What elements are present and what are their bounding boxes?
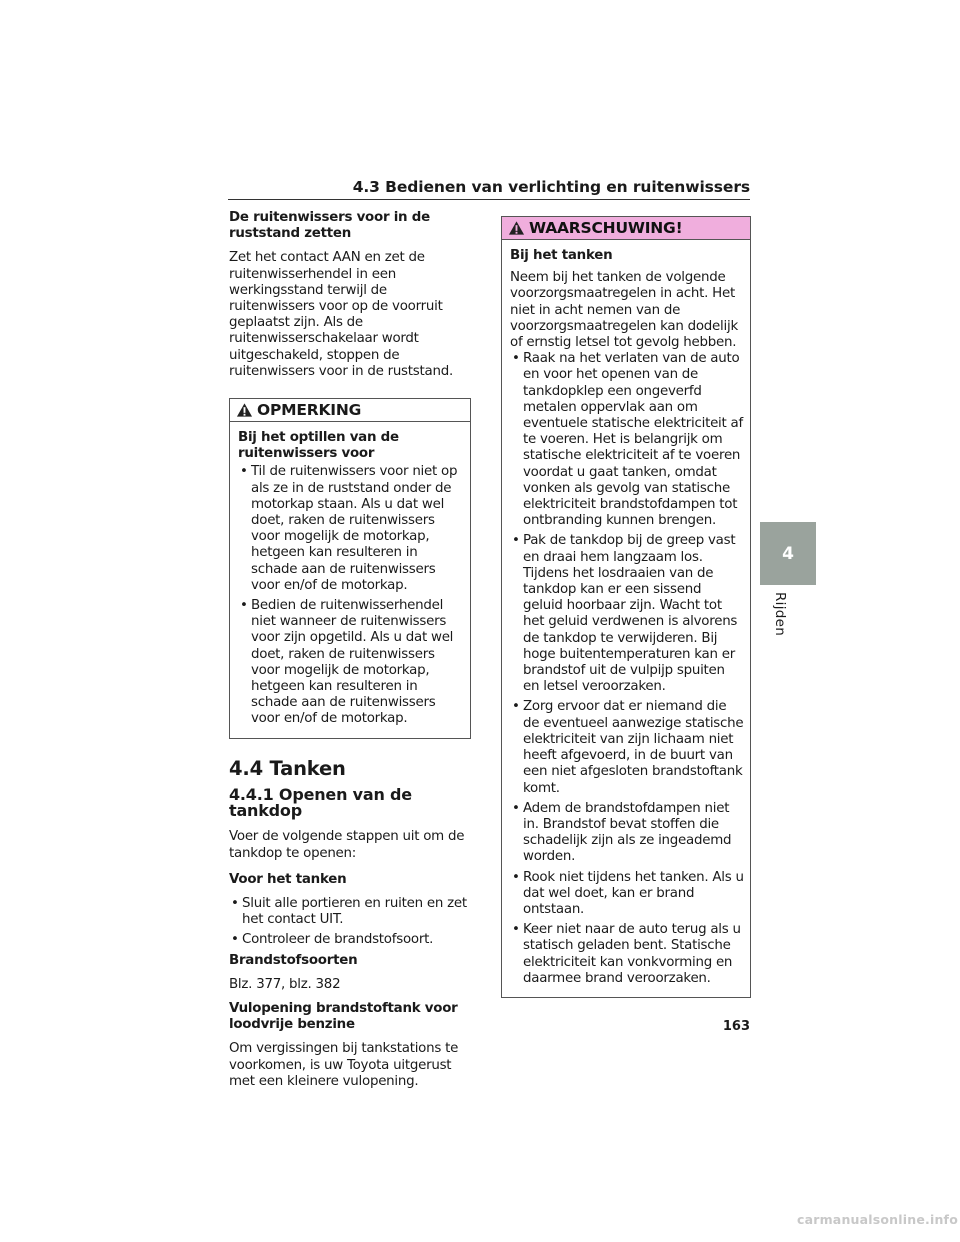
filler-text: Om vergissingen bij tankstations te voorkomen, is uw Toyota uitgerust met een kleinere vulopening. [229,1041,459,1089]
fuel-types-reference: Blz. 377, blz. 382 [229,976,341,992]
list-item: • Zorg ervoor dat er niemand die de eventueel aanwezige statische elektriciteit van zijn lichaam niet heeft afgevoerd, in de buurt van een niet afgesloten brandstoftank komt. [510,699,744,796]
note-title: OPMERKING [257,400,362,419]
before-list [229,896,471,949]
warning-header [502,217,750,240]
warning-title: WAARSCHUWING! [529,218,683,237]
right-column [501,216,751,998]
section-title: 4.4 Tanken [229,756,346,780]
caution-triangle-icon [508,220,525,236]
page-header-title: 4.3 Bedienen van verlichting en ruitenwissers [352,178,750,196]
rest-text: Zet het contact AAN en zet de ruitenwisserhendel in een werkingsstand terwijl de ruitenwissers voor op de voorruit geplaatst zijn. Als de ruitenwisserschakelaar wordt uitgeschakeld, stoppen de ruitenwissers voor in de ruststand. [229,250,453,379]
chapter-number: 4 [782,543,794,564]
warning-list [510,351,744,987]
fuel-types-heading: Brandstofsoorten [229,952,358,968]
subsection-title: 4.4.1 Openen van de tankdop [229,784,412,821]
before-heading: Voor het tanken [229,871,347,887]
caution-triangle-icon [236,402,253,418]
chapter-label: Rijden [772,592,788,637]
note-header [230,399,470,422]
watermark: carmanualsonline.info [796,1212,958,1227]
note-body [230,422,470,738]
list-item: • Adem de brandstofdampen niet in. Brandstof bevat stoffen die schadelijk zijn als ze ingeademd worden. [510,801,744,866]
intro-text: Voer de volgende stappen uit om de tankdop te openen: [229,829,465,861]
rest-heading: De ruitenwissers voor in de ruststand zetten [229,210,430,242]
warning-subtitle: Bij het tanken [510,248,613,263]
list-item: • Raak na het verlaten van de auto en voor het openen van de tankdopklep een ongeverfd metalen oppervlak aan om eventuele statische elektriciteit af te voeren. Het is belangrijk om statische elektriciteit af te voeren voordat u gaat tanken, omdat vonken als gevolg van statische elektriciteit brandstofdampen tot ontbranding kunnen brengen. [510,351,744,529]
list-item: • Pak de tankdop bij de greep vast en draai hem langzaam los. Tijdens het losdraaien van de tankdop kan er een sissend geluid hoorbaar zijn. Wacht tot het geluid verdwenen is alvorens de tankdop te verwijderen. Bij hoge buitentemperaturen kan er brandstof uit de vulpijp spuiten en letsel veroorzaken. [510,533,744,695]
filler-heading: Vulopening brandstoftank voor loodvrije benzine [229,1000,458,1033]
note-subtitle: Bij het optillen van de ruitenwissers voor [238,430,399,462]
note-box [229,398,471,739]
page-number: 163 [722,1019,750,1034]
warning-body [502,240,750,997]
list-item: • Controleer de brandstofsoort. [229,932,471,948]
chapter-tab [760,522,816,585]
list-item: • Rook niet tijdens het tanken. Als u dat wel doet, kan er brand ontstaan. [510,870,744,919]
warning-box [501,216,751,998]
list-item: • Bedien de ruitenwisserhendel niet wanneer de ruitenwissers voor zijn opgetild. Als u dat wel doet, raken de ruitenwissers voor mogelijk de motorkap, hetgeen kan resulteren in schade aan de ruitenwissers voor en/of de motorkap. [238,598,464,728]
left-column [229,210,471,1090]
warning-intro: Neem bij het tanken de volgende voorzorgsmaatregelen in acht. Het niet in acht nemen van de voorzorgsmaatregelen kan dodelijk of ernstig letsel tot gevolg hebben. [510,270,738,351]
list-item: • Keer niet naar de auto terug als u statisch geladen bent. Statische elektriciteit kan vonkvorming en daarmee brand veroorzaken. [510,922,744,987]
header-divider [228,199,750,200]
list-item: • Sluit alle portieren en ruiten en zet het contact UIT. [229,896,471,928]
list-item: • Til de ruitenwissers voor niet op als ze in de ruststand onder de motorkap staan. Als u dat wel doet, raken de ruitenwissers voor mogelijk de motorkap, hetgeen kan resulteren in schade aan de ruitenwissers voor en/of de motorkap. [238,464,464,594]
note-list [238,464,464,727]
